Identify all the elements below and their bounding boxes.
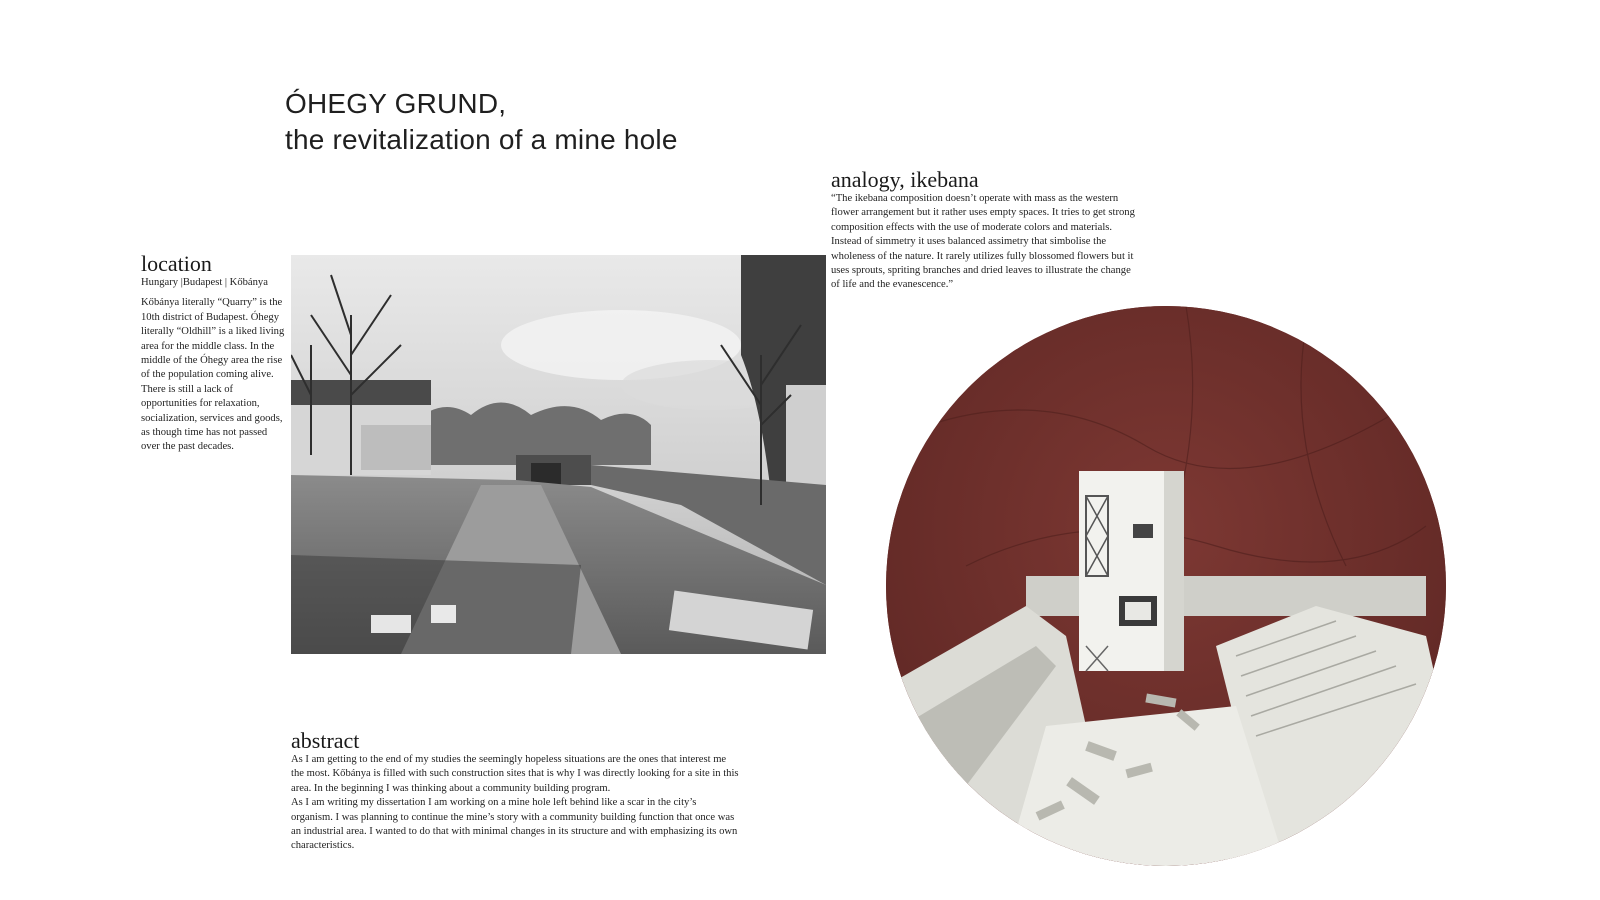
abstract-section bbox=[291, 729, 741, 854]
location-heading: location bbox=[141, 251, 212, 276]
abstract-text bbox=[291, 753, 739, 854]
model-photo-drawing bbox=[886, 306, 1446, 866]
analogy-section bbox=[831, 168, 1141, 293]
site-photo-drawing bbox=[291, 255, 826, 654]
abstract-heading: abstract bbox=[291, 728, 360, 753]
abstract-paragraph-1: As I am getting to the end of my studies the seemingly hopeless situations are the ones that interest me the most. Kőbánya is filled with such construction sites that is why I was directly looking for a site in this area. In the beginning I was thinking about a community building program. bbox=[291, 754, 739, 794]
title-line-1: ÓHEGY GRUND, bbox=[285, 88, 507, 119]
model-photo bbox=[886, 306, 1446, 866]
abstract-paragraph-2: As I am writing my dissertation I am working on a mine hole left behind like a scar in the city’s organism. I was planning to continue the mine’s story with a community building function that once was an industrial area. I wanted to do that with minimal changes in its structure and with emphasizing its own characteristics. bbox=[291, 797, 738, 852]
location-section bbox=[141, 252, 291, 455]
title-line-2: the revitalization of a mine hole bbox=[285, 124, 678, 155]
analogy-heading: analogy, ikebana bbox=[831, 167, 979, 192]
analogy-quote: “The ikebana composition doesn’t operate with mass as the western flower arrangement but it rather uses empty spaces. It tries to get strong composition effects with the use of moderate colors and materials. Instead of simmetry it uses balanced assimetry that simbolise the wholeness of the nature. It rarely utilizes fully blossomed flowers but it uses sprouts, spriting branches and dried leaves to illustrate the change of life and the evanescence.” bbox=[831, 193, 1135, 291]
location-text: Kőbánya literally “Quarry” is the 10th district of Budapest. Óhegy literally “Oldhill” is a liked living area for the middle class. In the middle of the Óhegy area the rise of the population coming alive. There is still a lack of opportunities for relaxation, socialization, services and goods, as though time has not passed over the past decades. bbox=[141, 297, 285, 453]
site-photo bbox=[291, 255, 826, 654]
project-title bbox=[285, 86, 845, 158]
location-subtitle: Hungary |Budapest | Kőbánya bbox=[141, 277, 268, 288]
